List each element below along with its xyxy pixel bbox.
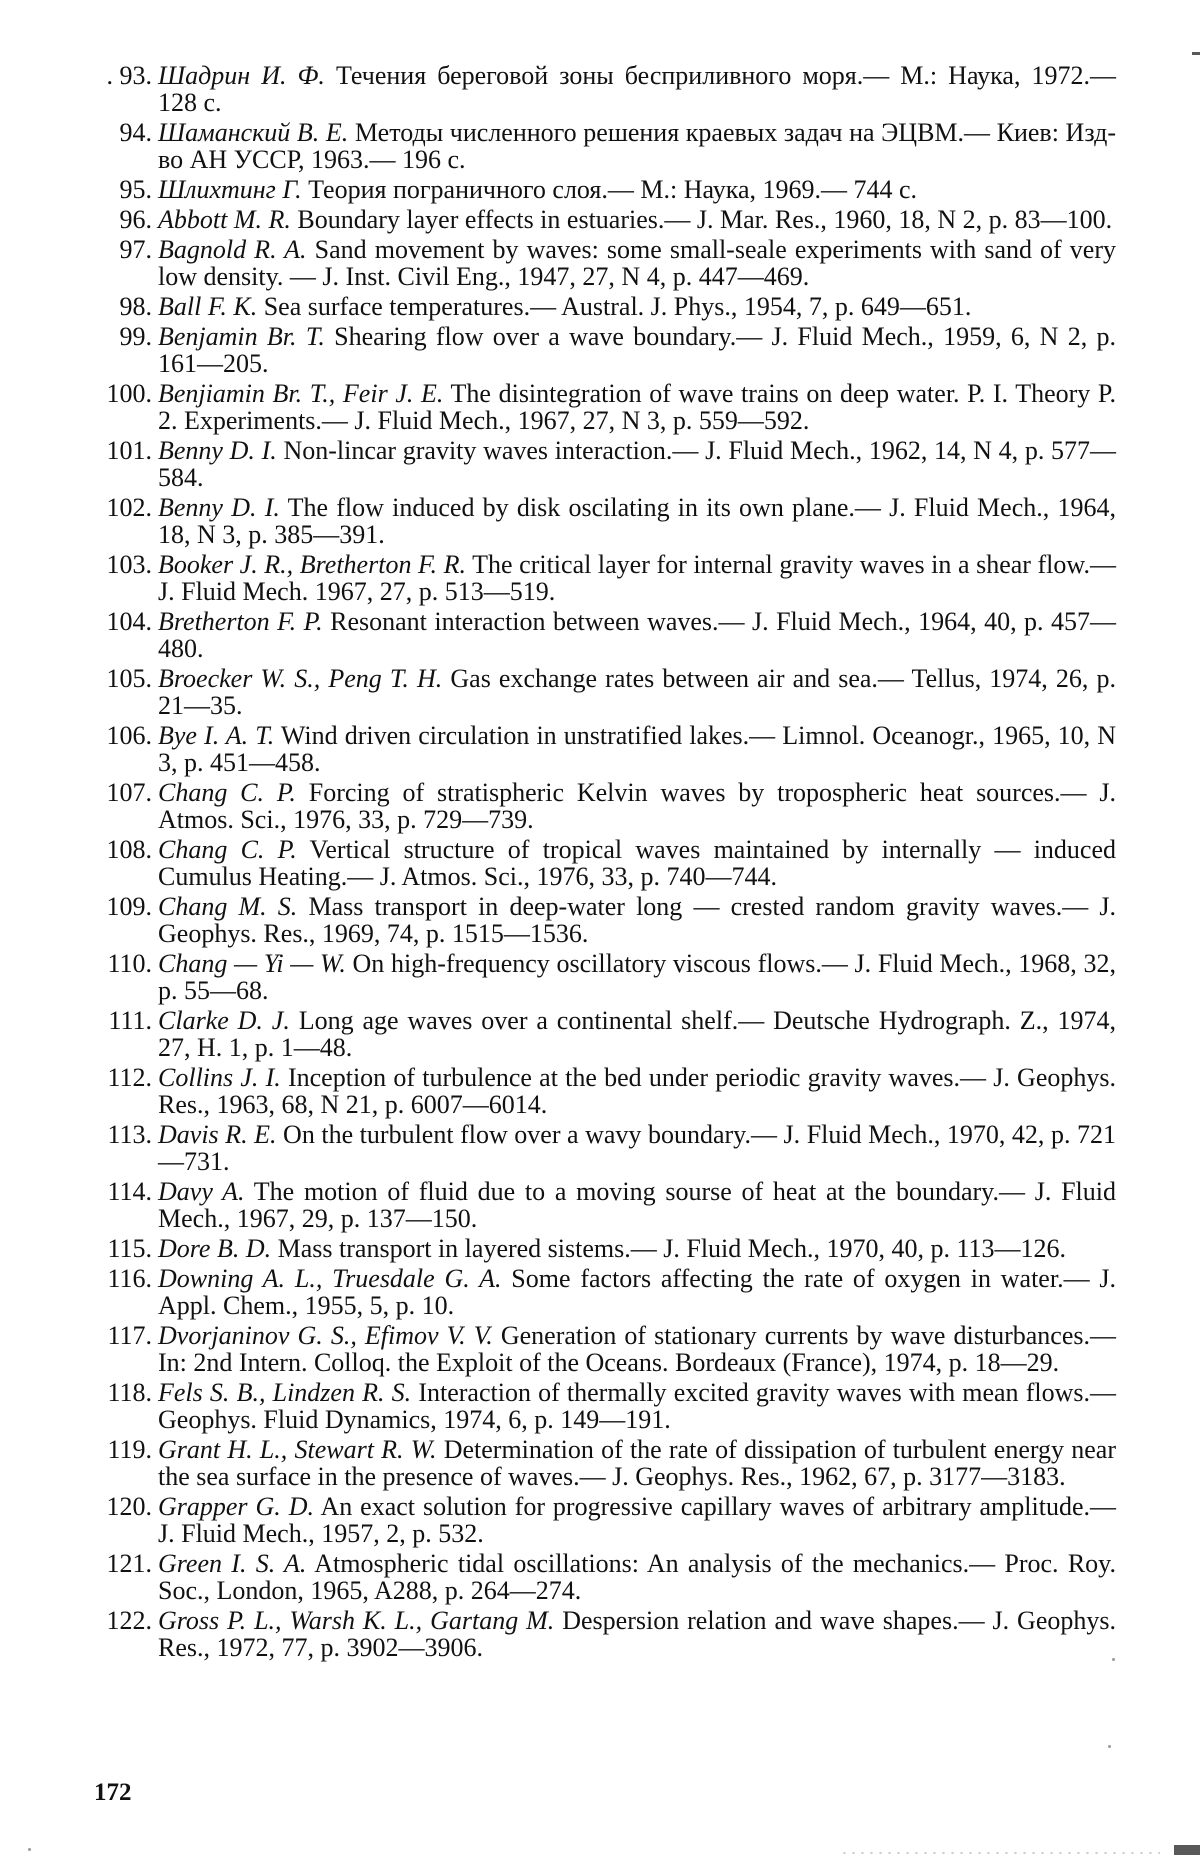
- reference-authors: Grant H. L., Stewart R. W.: [158, 1435, 437, 1464]
- reference-item: [92, 323, 1116, 377]
- reference-text: Mass transport in layered sistems.— J. Fluid Mech., 1970, 40, p. 113—126.: [271, 1234, 1067, 1263]
- reference-item: [92, 1493, 1116, 1547]
- reference-number: 119.: [107, 1435, 152, 1464]
- reference-text: Boundary layer effects in estuaries.— J. Mar. Res., 1960, 18, N 2, p. 83—100.: [290, 205, 1113, 234]
- reference-text: The critical layer for internal gravity waves in a shear flow.— J. Fluid Mech. 1967, 27, p. 513—519.: [158, 550, 1116, 606]
- reference-item: [92, 1007, 1116, 1061]
- reference-item: [92, 62, 1116, 116]
- reference-authors: Шлихтинг Г.: [158, 175, 302, 204]
- scan-mark-bottom-right: [1174, 1845, 1200, 1855]
- reference-authors: Booker J. R., Bretherton F. R.: [158, 550, 467, 579]
- reference-text: The disintegration of wave trains on deep water. P. I. Theory P. 2. Experiments.— J. Fluid Mech., 1967, 27, N 3, p. 559—592.: [158, 379, 1116, 435]
- reference-item: [92, 665, 1116, 719]
- reference-item: [92, 119, 1116, 173]
- reference-authors: Downing A. L., Truesdale G. A.: [158, 1264, 502, 1293]
- reference-item: [92, 176, 1116, 203]
- reference-number: 115.: [107, 1234, 152, 1263]
- reference-text: Sand movement by waves: some small-seale experiments with sand of very low density. — J. Inst. Civil Eng., 1947, 27, N 4, p. 447—469.: [158, 235, 1116, 291]
- reference-text: An exact solution for progressive capillary waves of arbitrary amplitude.— J. Fluid Mech., 1957, 2, p. 532.: [158, 1492, 1116, 1548]
- reference-item: [92, 380, 1116, 434]
- reference-item: [92, 1235, 1116, 1262]
- reference-text: Методы численного решения краевых задач на ЭЦВМ.— Киев: Изд-во АН УССР, 1963.— 196 с.: [158, 118, 1117, 174]
- reference-authors: Chang M. S.: [158, 892, 298, 921]
- reference-item: [92, 1436, 1116, 1490]
- reference-text: Some factors affecting the rate of oxygen in water.— J. Appl. Chem., 1955, 5, p. 10.: [158, 1264, 1116, 1320]
- reference-item: [92, 437, 1116, 491]
- reference-number: 99.: [119, 322, 152, 351]
- reference-text: Wind driven circulation in unstratified lakes.— Limnol. Oceanogr., 1965, 10, N 3, p. 451—458.: [158, 721, 1116, 777]
- reference-number: . 93.: [106, 61, 152, 90]
- reference-authors: Collins J. I.: [158, 1063, 281, 1092]
- scan-speck: [1112, 1658, 1115, 1661]
- reference-authors: Dvorjaninov G. S., Efimov V. V.: [158, 1321, 493, 1350]
- reference-number: 116.: [107, 1264, 152, 1293]
- reference-text: Resonant interaction between waves.— J. Fluid Mech., 1964, 40, p. 457—480.: [158, 607, 1116, 663]
- reference-number: 113.: [107, 1120, 152, 1149]
- reference-authors: Chang C. P.: [158, 778, 296, 807]
- reference-item: [92, 1064, 1116, 1118]
- reference-authors: Gross P. L., Warsh K. L., Gartang M.: [158, 1606, 555, 1635]
- reference-item: [92, 236, 1116, 290]
- reference-item: [92, 494, 1116, 548]
- reference-number: 114.: [107, 1177, 152, 1206]
- reference-number: 122.: [106, 1606, 152, 1635]
- reference-number: 96.: [119, 205, 152, 234]
- reference-number: 111.: [108, 1006, 152, 1035]
- reference-authors: Davy A.: [158, 1177, 245, 1206]
- reference-number: 121.: [106, 1549, 152, 1578]
- reference-text: Mass transport in deep-water long — crested random gravity waves.— J. Geophys. Res., 1969, 74, p. 1515—1536.: [158, 892, 1116, 948]
- reference-item: [92, 551, 1116, 605]
- reference-list: [92, 62, 1116, 1664]
- reference-item: [92, 779, 1116, 833]
- reference-authors: Benjiamin Br. T., Feir J. E.: [158, 379, 444, 408]
- reference-number: 106.: [106, 721, 152, 750]
- reference-item: [92, 608, 1116, 662]
- reference-number: 98.: [119, 292, 152, 321]
- reference-text: Inception of turbulence at the bed under periodic gravity waves.— J. Geophys. Res., 1963, 68, N 21, p. 6007—6014.: [158, 1063, 1116, 1119]
- reference-number: 104.: [106, 607, 152, 636]
- reference-authors: Davis R. E.: [158, 1120, 277, 1149]
- reference-text: Despersion relation and wave shapes.— J. Geophys. Res., 1972, 77, p. 3902—3906.: [158, 1606, 1116, 1662]
- reference-item: [92, 1379, 1116, 1433]
- scan-speck: [28, 1848, 31, 1851]
- reference-item: [92, 893, 1116, 947]
- reference-authors: Bretherton F. P.: [158, 607, 323, 636]
- reference-item: [92, 950, 1116, 1004]
- scan-dotted-band: [840, 1851, 1160, 1855]
- reference-number: 120.: [106, 1492, 152, 1521]
- reference-number: 112.: [107, 1063, 152, 1092]
- reference-item: [92, 722, 1116, 776]
- reference-number: 103.: [106, 550, 152, 579]
- reference-item: [92, 1178, 1116, 1232]
- reference-authors: Broecker W. S., Peng T. H.: [158, 664, 443, 693]
- reference-authors: Fels S. B., Lindzen R. S.: [158, 1378, 412, 1407]
- reference-number: 94.: [119, 118, 152, 147]
- scan-speck: [1108, 1745, 1111, 1748]
- reference-text: Interaction of thermally excited gravity waves with mean flows.— Geophys. Fluid Dynamics, 1974, 6, p. 149—191.: [158, 1378, 1116, 1434]
- scan-mark-top-right: [1192, 52, 1200, 55]
- reference-text: On the turbulent flow over a wavy boundary.— J. Fluid Mech., 1970, 42, p. 721—731.: [158, 1120, 1117, 1176]
- reference-number: 101.: [106, 436, 152, 465]
- reference-item: [92, 836, 1116, 890]
- reference-text: Shearing flow over a wave boundary.— J. Fluid Mech., 1959, 6, N 2, p. 161—205.: [158, 322, 1116, 378]
- reference-authors: Dore B. D.: [158, 1234, 272, 1263]
- reference-text: Determination of the rate of dissipation of turbulent energy near the sea surface in the presence of waves.— J. Geophys. Res., 1962, 67, p. 3177—3183.: [158, 1435, 1116, 1491]
- reference-number: 109.: [106, 892, 152, 921]
- reference-authors: Chang — Yi — W.: [158, 949, 346, 978]
- reference-text: Течения береговой зоны бесприливного моря.— М.: Наука, 1972.— 128 с.: [158, 61, 1116, 117]
- reference-text: Vertical structure of tropical waves maintained by internally — induced Cumulus Heating.— J. Atmos. Sci., 1976, 33, p. 740—744.: [158, 835, 1116, 891]
- reference-number: 117.: [107, 1321, 152, 1350]
- reference-number: 102.: [106, 493, 152, 522]
- reference-text: Sea surface temperatures.— Austral. J. Phys., 1954, 7, p. 649—651.: [257, 292, 972, 321]
- reference-authors: Benny D. I.: [158, 493, 280, 522]
- reference-item: [92, 206, 1116, 233]
- reference-number: 107.: [106, 778, 152, 807]
- reference-text: The flow induced by disk oscilating in its own plane.— J. Fluid Mech., 1964, 18, N 3, p. 385—391.: [158, 493, 1116, 549]
- reference-authors: Abbott M. R.: [158, 205, 291, 234]
- reference-text: The motion of fluid due to a moving sourse of heat at the boundary.— J. Fluid Mech., 1967, 29, p. 137—150.: [158, 1177, 1116, 1233]
- reference-item: [92, 293, 1116, 320]
- reference-text: Forcing of stratispheric Kelvin waves by tropospheric heat sources.— J. Atmos. Sci., 1976, 33, p. 729—739.: [158, 778, 1116, 834]
- reference-authors: Ball F. K.: [158, 292, 258, 321]
- reference-number: 105.: [106, 664, 152, 693]
- reference-text: Long age waves over a continental shelf.— Deutsche Hydrograph. Z., 1974, 27, H. 1, p. 1—48.: [158, 1006, 1116, 1062]
- reference-authors: Benny D. I.: [158, 436, 277, 465]
- reference-number: 108.: [106, 835, 152, 864]
- reference-text: Теория пограничного слоя.— М.: Наука, 1969.— 744 с.: [301, 175, 918, 204]
- page-number: 172: [94, 1779, 132, 1806]
- reference-authors: Bagnold R. A.: [158, 235, 307, 264]
- reference-item: [92, 1121, 1116, 1175]
- reference-item: [92, 1322, 1116, 1376]
- reference-item: [92, 1607, 1116, 1661]
- reference-number: 95.: [119, 175, 152, 204]
- reference-text: Generation of stationary currents by wave disturbances.— In: 2nd Intern. Colloq. the Exploit of the Oceans. Bordeaux (France), 1974, p. 18—29.: [158, 1321, 1117, 1377]
- reference-authors: Шадрин И. Ф.: [158, 61, 325, 90]
- reference-number: 118.: [107, 1378, 152, 1407]
- reference-authors: Grapper G. D.: [158, 1492, 314, 1521]
- reference-number: 110.: [107, 949, 152, 978]
- reference-item: [92, 1265, 1116, 1319]
- reference-number: 97.: [119, 235, 152, 264]
- reference-text: Non-lincar gravity waves interaction.— J. Fluid Mech., 1962, 14, N 4, p. 577—584.: [158, 436, 1116, 492]
- reference-authors: Bye I. A. T.: [158, 721, 275, 750]
- reference-authors: Benjamin Br. T.: [158, 322, 325, 351]
- reference-item: [92, 1550, 1116, 1604]
- reference-number: 100.: [106, 379, 152, 408]
- reference-authors: Green I. S. A.: [158, 1549, 307, 1578]
- reference-text: Atmospheric tidal oscillations: An analysis of the mechanics.— Proc. Roy. Soc., London, 1965, A288, p. 264—274.: [158, 1549, 1116, 1605]
- reference-authors: Clarke D. J.: [158, 1006, 290, 1035]
- reference-authors: Шаманский В. Е.: [158, 118, 349, 147]
- reference-text: On high-frequency oscillatory viscous flows.— J. Fluid Mech., 1968, 32, p. 55—68.: [158, 949, 1116, 1005]
- reference-text: Gas exchange rates between air and sea.— Tellus, 1974, 26, p. 21—35.: [158, 664, 1116, 720]
- reference-authors: Chang C. P.: [158, 835, 297, 864]
